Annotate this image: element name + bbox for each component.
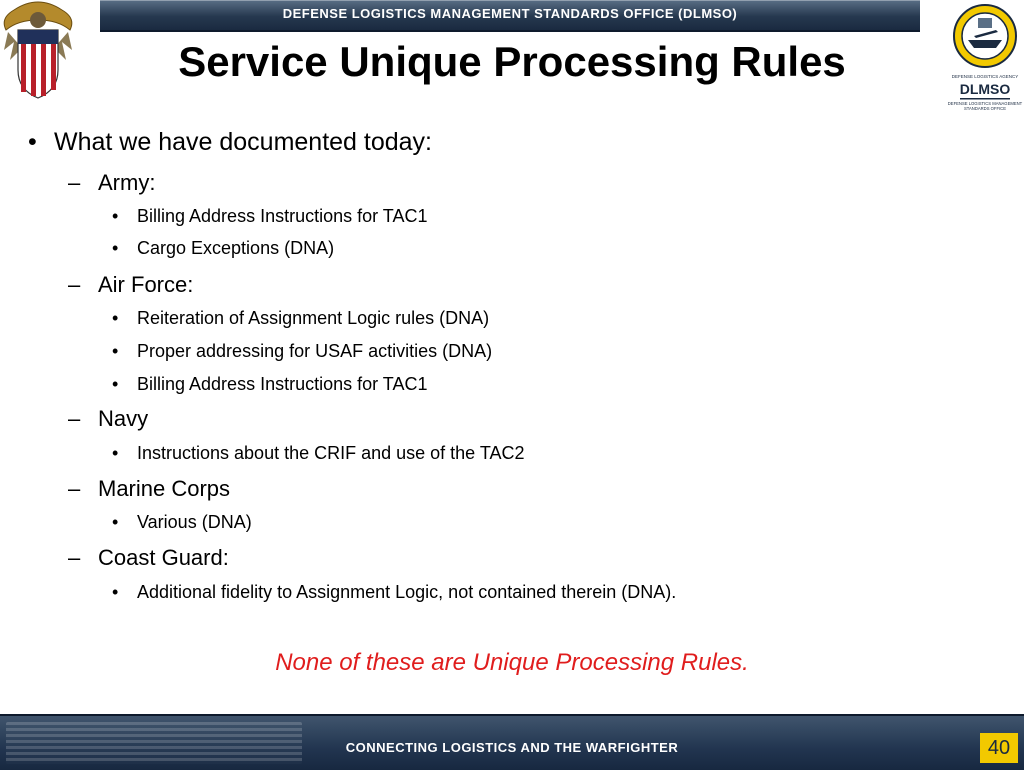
- bullet-dot-icon: •: [112, 374, 119, 394]
- bullet-main-text: What we have documented today:: [54, 128, 433, 156]
- slide-title: Service Unique Processing Rules: [178, 38, 846, 85]
- page-number: 40: [980, 733, 1018, 763]
- bullet-item-text: Proper addressing for USAF activities (DNA): [137, 341, 493, 361]
- bullet-dash-icon: –: [68, 170, 81, 195]
- bullet-item-text: Reiteration of Assignment Logic rules (DNA): [137, 308, 490, 328]
- bullet-dot-icon: •: [112, 512, 119, 532]
- bullet-item-text: Various (DNA): [137, 512, 252, 532]
- bullet-marine-corps-label: Marine Corps: [98, 476, 231, 501]
- header-banner-text: DEFENSE LOGISTICS MANAGEMENT STANDARDS OFFICE (DLMSO): [282, 6, 738, 21]
- bullet-air-force-label: Air Force:: [98, 272, 194, 297]
- bullet-dash-icon: –: [68, 272, 81, 297]
- dlmso-agency-text: DEFENSE LOGISTICS AGENCY: [951, 74, 1019, 79]
- bullet-item-text: Billing Address Instructions for TAC1: [137, 206, 428, 226]
- dlmso-caption-line2: STANDARDS OFFICE: [963, 106, 1007, 111]
- bullet-army-label: Army:: [98, 170, 156, 195]
- bullet-navy-label: Navy: [98, 406, 149, 431]
- bullet-dot-icon: •: [28, 128, 37, 156]
- footer-tagline: CONNECTING LOGISTICS AND THE WARFIGHTER: [345, 740, 679, 755]
- dlmso-caption-line1: DEFENSE LOGISTICS MANAGEMENT: [947, 101, 1023, 106]
- dlmso-acronym-text: DLMSO: [959, 81, 1011, 97]
- bullet-dash-icon: –: [68, 406, 81, 431]
- bullet-dot-icon: •: [112, 206, 119, 226]
- bullet-item-text: Instructions about the CRIF and use of the TAC2: [137, 443, 525, 463]
- bullet-dash-icon: –: [68, 545, 81, 570]
- bullet-coast-guard-label: Coast Guard:: [98, 545, 229, 570]
- bullet-item-text: Billing Address Instructions for TAC1: [137, 374, 428, 394]
- bullet-dot-icon: •: [112, 443, 119, 463]
- bullet-dash-icon: –: [68, 476, 81, 501]
- bullet-dot-icon: •: [112, 238, 119, 258]
- bullet-item-text: Cargo Exceptions (DNA): [137, 238, 335, 258]
- footer-banner: [0, 714, 1024, 770]
- bullet-dot-icon: •: [112, 341, 119, 361]
- bullet-dot-icon: •: [112, 308, 119, 328]
- red-note: None of these are Unique Processing Rules.: [275, 649, 749, 676]
- bullet-item-text: Additional fidelity to Assignment Logic, not contained therein (DNA).: [137, 582, 677, 602]
- bullet-dot-icon: •: [112, 582, 119, 602]
